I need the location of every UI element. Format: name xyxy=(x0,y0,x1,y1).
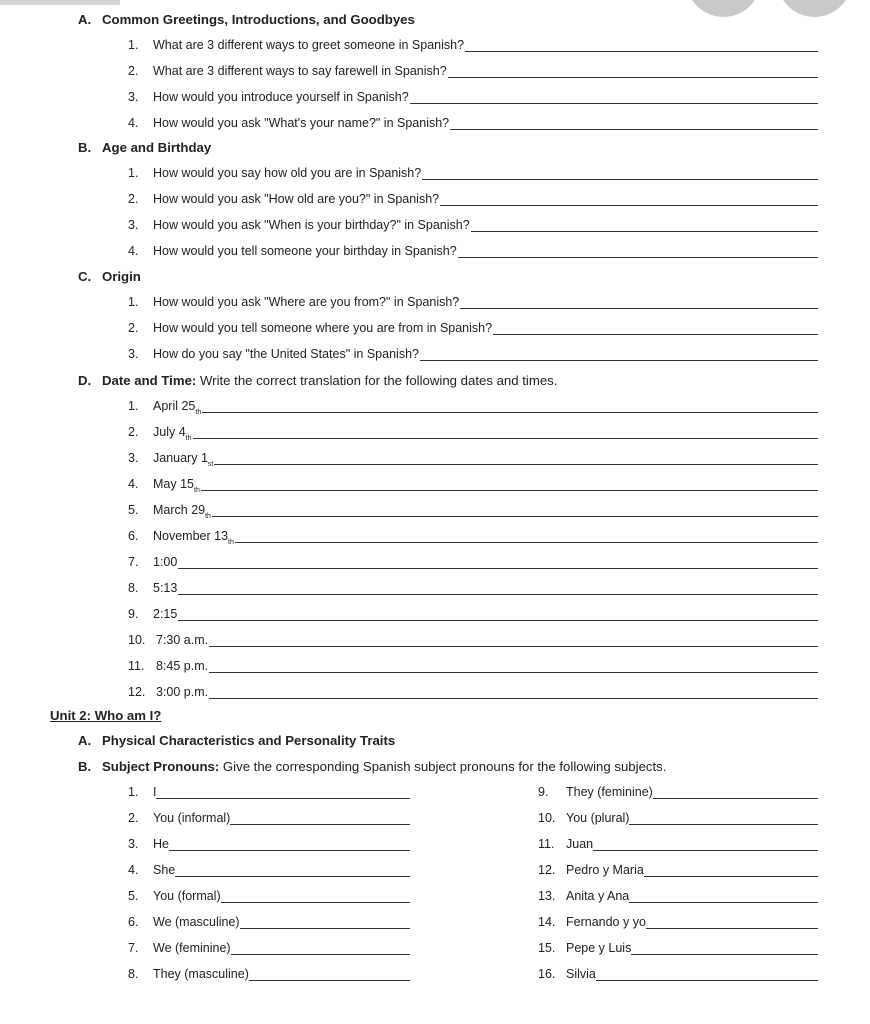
answer-blank[interactable] xyxy=(653,787,818,799)
answer-blank[interactable] xyxy=(249,969,410,981)
question-a-4: 4. How would you ask "What's your name?" in Spanish? xyxy=(128,116,818,130)
date-item-1: 1. April 25 th xyxy=(128,399,818,413)
pronoun-item-3: 3. He xyxy=(128,837,410,851)
date-item-3: 3. January 1 st xyxy=(128,451,818,465)
answer-blank[interactable] xyxy=(214,453,818,465)
time-item-11: 11. 8:45 p.m. xyxy=(128,659,818,673)
answer-blank[interactable] xyxy=(230,813,410,825)
answer-blank[interactable] xyxy=(231,943,410,955)
question-b-1: 1. How would you say how old you are in Spanish? xyxy=(128,166,818,180)
time-item-9: 9. 2:15 xyxy=(128,607,818,621)
answer-blank[interactable] xyxy=(202,401,818,413)
answer-blank[interactable] xyxy=(631,943,818,955)
date-item-5: 5. March 29 th xyxy=(128,503,818,517)
question-a-3: 3. How would you introduce yourself in Spanish? xyxy=(128,90,818,104)
section-b-title: Age and Birthday xyxy=(102,140,212,155)
date-item-6: 6. November 13 th xyxy=(128,529,818,543)
question-a-1: 1. What are 3 different ways to greet someone in Spanish? xyxy=(128,38,818,52)
pronoun-item-6: 6. We (masculine) xyxy=(128,915,410,929)
section-a-title: Common Greetings, Introductions, and Goodbyes xyxy=(102,12,415,27)
section-c-heading: C. Origin xyxy=(78,269,141,284)
answer-blank[interactable] xyxy=(209,635,818,647)
unit-2-title: Unit 2: Who am I? xyxy=(50,708,162,723)
answer-blank[interactable] xyxy=(175,865,410,877)
pronoun-item-10: 10. You (plural) xyxy=(538,811,818,825)
answer-blank[interactable] xyxy=(178,609,818,621)
unit2-section-b-heading: B. Subject Pronouns: Give the corresponding Spanish subject pronouns for the following subjects. xyxy=(78,759,667,774)
answer-blank[interactable] xyxy=(460,297,818,309)
unit2-section-b-title: Subject Pronouns: xyxy=(102,759,220,774)
question-b-4: 4. How would you tell someone your birthday in Spanish? xyxy=(128,244,818,258)
answer-blank[interactable] xyxy=(629,891,818,903)
time-item-7: 7. 1:00 xyxy=(128,555,818,569)
pronoun-item-13: 13. Anita y Ana xyxy=(538,889,818,903)
time-item-10: 10. 7:30 a.m. xyxy=(128,633,818,647)
section-d-title: Date and Time: xyxy=(102,373,197,388)
pronoun-item-1: 1. I xyxy=(128,785,410,799)
answer-blank[interactable] xyxy=(593,839,818,851)
answer-blank[interactable] xyxy=(450,118,818,130)
pronoun-item-9: 9. They (feminine) xyxy=(538,785,818,799)
answer-blank[interactable] xyxy=(209,687,818,699)
answer-blank[interactable] xyxy=(410,92,818,104)
pronoun-item-5: 5. You (formal) xyxy=(128,889,410,903)
answer-blank[interactable] xyxy=(440,194,818,206)
section-b-heading: B. Age and Birthday xyxy=(78,140,212,155)
unit2-section-a-heading: A. Physical Characteristics and Personality Traits xyxy=(78,733,396,748)
question-b-3: 3. How would you ask "When is your birthday?" in Spanish? xyxy=(128,218,818,232)
answer-blank[interactable] xyxy=(240,917,410,929)
answer-blank[interactable] xyxy=(422,168,818,180)
question-c-3: 3. How do you say "the United States" in Spanish? xyxy=(128,347,818,361)
answer-blank[interactable] xyxy=(156,787,410,799)
answer-blank[interactable] xyxy=(646,917,818,929)
pronoun-item-7: 7. We (feminine) xyxy=(128,941,410,955)
pronoun-item-4: 4. She xyxy=(128,863,410,877)
time-item-12: 12. 3:00 p.m. xyxy=(128,685,818,699)
time-item-8: 8. 5:13 xyxy=(128,581,818,595)
answer-blank[interactable] xyxy=(644,865,818,877)
section-c-title: Origin xyxy=(102,269,141,284)
answer-blank[interactable] xyxy=(178,557,818,569)
top-edge-bar xyxy=(0,0,120,5)
section-d-instruction: Write the correct translation for the following dates and times. xyxy=(199,373,558,388)
answer-blank[interactable] xyxy=(596,969,818,981)
section-d-heading: D. Date and Time: Write the correct translation for the following dates and times. xyxy=(78,373,558,388)
pronoun-item-16: 16. Silvia xyxy=(538,967,818,981)
answer-blank[interactable] xyxy=(169,839,410,851)
answer-blank[interactable] xyxy=(212,505,818,517)
answer-blank[interactable] xyxy=(471,220,818,232)
date-item-2: 2. July 4 th xyxy=(128,425,818,439)
date-item-4: 4. May 15 th xyxy=(128,477,818,491)
answer-blank[interactable] xyxy=(193,427,819,439)
answer-blank[interactable] xyxy=(235,531,818,543)
answer-blank[interactable] xyxy=(201,479,818,491)
answer-blank[interactable] xyxy=(465,40,818,52)
pronoun-item-2: 2. You (informal) xyxy=(128,811,410,825)
answer-blank[interactable] xyxy=(458,246,818,258)
corner-shape-left xyxy=(686,0,761,17)
question-c-2: 2. How would you tell someone where you are from in Spanish? xyxy=(128,321,818,335)
answer-blank[interactable] xyxy=(493,323,818,335)
unit2-section-a-title: Physical Characteristics and Personality Traits xyxy=(102,733,396,748)
answer-blank[interactable] xyxy=(448,66,818,78)
pronoun-item-15: 15. Pepe y Luis xyxy=(538,941,818,955)
unit2-section-b-instruction: Give the corresponding Spanish subject pronouns for the following subjects. xyxy=(222,759,667,774)
answer-blank[interactable] xyxy=(629,813,818,825)
pronoun-item-12: 12. Pedro y Maria xyxy=(538,863,818,877)
answer-blank[interactable] xyxy=(209,661,818,673)
section-a-heading: A. Common Greetings, Introductions, and Goodbyes xyxy=(78,12,415,27)
answer-blank[interactable] xyxy=(420,349,818,361)
answer-blank[interactable] xyxy=(221,891,410,903)
answer-blank[interactable] xyxy=(178,583,818,595)
pronoun-item-14: 14. Fernando y yo xyxy=(538,915,818,929)
question-b-2: 2. How would you ask "How old are you?" in Spanish? xyxy=(128,192,818,206)
pronoun-item-11: 11. Juan xyxy=(538,837,818,851)
question-c-1: 1. How would you ask "Where are you from?" in Spanish? xyxy=(128,295,818,309)
corner-shape-right xyxy=(777,0,852,17)
question-a-2: 2. What are 3 different ways to say farewell in Spanish? xyxy=(128,64,818,78)
pronoun-item-8: 8. They (masculine) xyxy=(128,967,410,981)
